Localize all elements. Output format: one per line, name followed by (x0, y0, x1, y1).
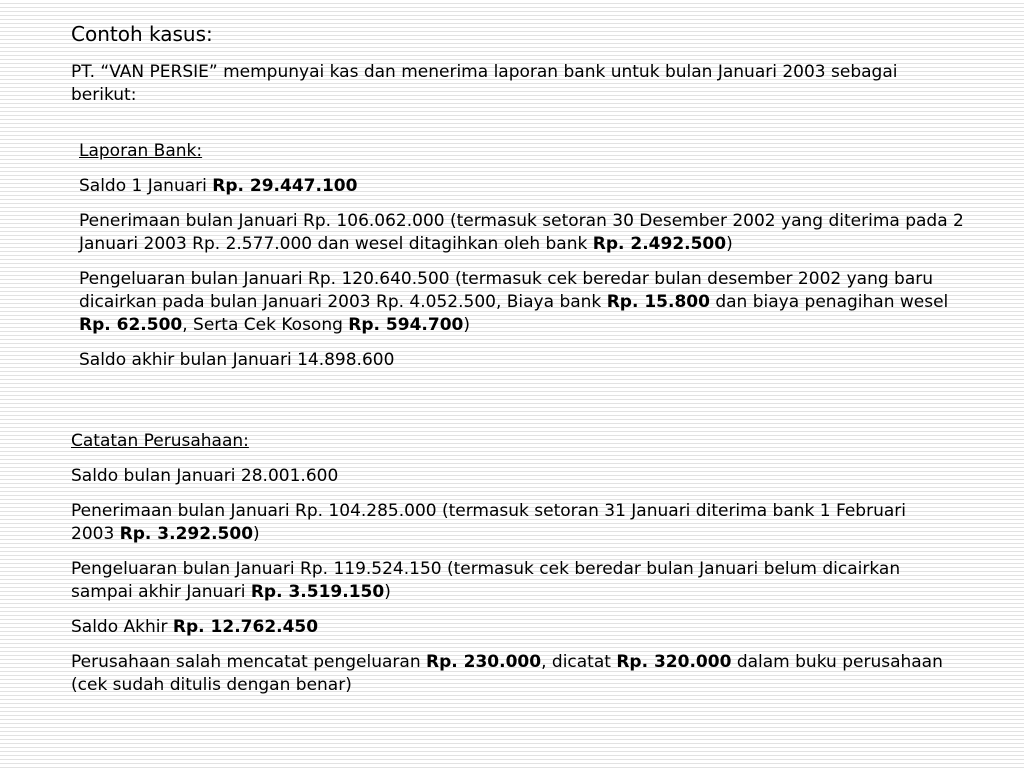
case-heading: Contoh kasus: (71, 22, 213, 46)
company-disbursements-amount: Rp. 3.519.150 (250, 582, 385, 602)
company-receipts-text: Penerimaan bulan Januari Rp. 104.285.000 (termasuk setoran 31 Januari diterima bank 1 Februari 2003 (71, 501, 906, 544)
bank-opening-balance-amount: Rp. 29.447.100 (212, 176, 358, 196)
bank-disbursements-close: ) (463, 315, 471, 335)
bank-statement-section (79, 140, 979, 384)
company-ending-balance (71, 616, 951, 639)
bank-receipts-close: ) (726, 234, 733, 254)
company-error-text-3: dalam buku perusahaan (cek sudah ditulis dengan benar) (71, 652, 943, 695)
company-error-amount-wrong: Rp. 230.000 (426, 652, 542, 672)
company-records-title (71, 430, 951, 453)
bank-disbursements-text-2: dan biaya penagihan wesel (709, 292, 949, 312)
bank-receipts-text: Penerimaan bulan Januari Rp. 106.062.000 (termasuk setoran 30 Desember 2002 yang diterima pada 2 Januari 2003 Rp. 2.577.000 dan wesel ditagihkan oleh bank (79, 211, 964, 254)
company-recording-error (71, 651, 951, 697)
bank-fee-amount: Rp. 15.800 (606, 292, 710, 312)
company-records-section (71, 430, 951, 709)
company-receipts-amount: Rp. 3.292.500 (119, 524, 254, 544)
bank-disbursements-text-1: Pengeluaran bulan Januari Rp. 120.640.500 (termasuk cek beredar bulan desember 2002 yang baru dicairkan pada bulan Januari 2003 Rp. 4.052.500, Biaya bank (79, 269, 934, 312)
company-error-text-2: , dicatat (541, 652, 617, 672)
company-receipts (71, 500, 951, 546)
bank-opening-balance (79, 175, 979, 198)
company-records-title-text: Catatan Perusahaan: (71, 431, 249, 451)
company-error-text-1: Perusahaan salah mencatat pengeluaran (71, 652, 427, 672)
company-ending-balance-amount: Rp. 12.762.450 (172, 617, 319, 637)
company-error-amount-recorded: Rp. 320.000 (616, 652, 732, 672)
company-ending-balance-label: Saldo Akhir (71, 617, 173, 637)
company-receipts-close: ) (253, 524, 260, 544)
case-intro: PT. “VAN PERSIE” mempunyai kas dan menerima laporan bank untuk bulan Januari 2003 sebagai berikut: (71, 62, 898, 105)
bank-statement-title-text: Laporan Bank: (79, 141, 203, 161)
company-disbursements-close: ) (384, 582, 391, 602)
bank-statement-title (79, 140, 979, 163)
company-opening-balance: Saldo bulan Januari 28.001.600 (71, 466, 339, 486)
bank-receipts-amount: Rp. 2.492.500 (592, 234, 727, 254)
bank-disbursements (79, 268, 979, 337)
company-disbursements-text: Pengeluaran bulan Januari Rp. 119.524.150 (termasuk cek beredar bulan Januari belum dicairkan sampai akhir Januari (71, 559, 901, 602)
bounced-check-amount: Rp. 594.700 (348, 315, 464, 335)
bank-receipts (79, 210, 979, 256)
bank-disbursements-text-3: , Serta Cek Kosong (182, 315, 349, 335)
bank-ending-balance: Saldo akhir bulan Januari 14.898.600 (79, 350, 395, 370)
collection-fee-amount: Rp. 62.500 (79, 315, 183, 335)
company-disbursements (71, 558, 951, 604)
bank-opening-balance-label: Saldo 1 Januari (79, 176, 213, 196)
